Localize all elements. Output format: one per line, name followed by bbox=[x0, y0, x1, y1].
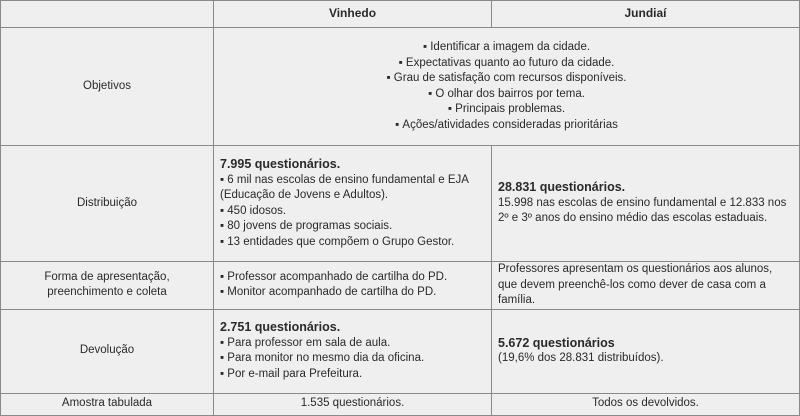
devolucao-vinhedo-title: 2.751 questionários. bbox=[220, 320, 341, 334]
list-item: ▪ 450 idosos. bbox=[220, 204, 485, 220]
objetivo-item: ▪ Grau de satisfação com recursos disponíveis. bbox=[220, 71, 793, 87]
row-amostra bbox=[1, 393, 800, 415]
forma-vinhedo-list bbox=[220, 270, 485, 301]
objetivo-item: ▪ Ações/atividades consideradas prioritárias bbox=[220, 118, 793, 134]
amostra-jundiai: Todos os devolvidos. bbox=[492, 393, 800, 415]
distribuicao-vinhedo-list bbox=[220, 173, 485, 251]
row-distribuicao bbox=[1, 146, 800, 262]
label-distribuicao: Distribuição bbox=[1, 146, 214, 262]
devolucao-jundiai-text: (19,6% dos 28.831 distribuídos). bbox=[498, 352, 664, 364]
devolucao-vinhedo bbox=[214, 309, 492, 393]
distribuicao-jundiai-title: 28.831 questionários. bbox=[498, 180, 626, 195]
objetivo-item: ▪ O olhar dos bairros por tema. bbox=[220, 87, 793, 103]
distribuicao-jundiai-text: 15.998 nas escolas de ensino fundamental e 12.833 nos 2º e 3º anos do ensino médio das escolas estaduais. bbox=[498, 196, 787, 225]
objetivo-item: ▪ Identificar a imagem da cidade. bbox=[220, 40, 793, 56]
list-item: ▪ Para professor em sala de aula. bbox=[220, 336, 485, 352]
list-item: ▪ Por e-mail para Prefeitura. bbox=[220, 367, 485, 383]
amostra-vinhedo: 1.535 questionários. bbox=[214, 393, 492, 415]
objetivo-item: ▪ Principais problemas. bbox=[220, 102, 793, 118]
forma-jundiai: Professores apresentam os questionários aos alunos, que devem preenchê-los como dever de casa com a família. bbox=[492, 262, 800, 310]
list-item: ▪ Professor acompanhado de cartilha do PD. bbox=[220, 270, 485, 286]
row-objetivos bbox=[1, 28, 800, 146]
devolucao-vinhedo-list bbox=[220, 336, 485, 383]
label-devolucao: Devolução bbox=[1, 309, 214, 393]
objetivos-cell bbox=[214, 28, 800, 146]
distribuicao-vinhedo-title: 7.995 questionários. bbox=[220, 157, 341, 171]
label-objetivos: Objetivos bbox=[1, 28, 214, 146]
list-item: ▪ 13 entidades que compõem o Grupo Gestor. bbox=[220, 235, 485, 251]
header-jundiai: Jundiaí bbox=[492, 1, 800, 28]
forma-vinhedo bbox=[214, 262, 492, 310]
list-item: ▪ Para monitor no mesmo dia da oficina. bbox=[220, 351, 485, 367]
label-forma: Forma de apresentação, preenchimento e coleta bbox=[1, 262, 214, 310]
header-empty-cell bbox=[1, 1, 214, 28]
list-item: ▪ 6 mil nas escolas de ensino fundamental e EJA (Educação de Jovens e Adultos). bbox=[220, 173, 485, 204]
devolucao-jundiai bbox=[492, 309, 800, 393]
distribuicao-vinhedo bbox=[214, 146, 492, 262]
objetivo-item: ▪ Expectativas quanto ao futuro da cidade. bbox=[220, 56, 793, 72]
header-row bbox=[1, 1, 800, 28]
objetivos-list bbox=[220, 40, 793, 133]
list-item: ▪ Monitor acompanhado de cartilha do PD. bbox=[220, 285, 485, 301]
label-amostra: Amostra tabulada bbox=[1, 393, 214, 415]
list-item: ▪ 80 jovens de programas sociais. bbox=[220, 219, 485, 235]
row-devolucao bbox=[1, 309, 800, 393]
row-forma bbox=[1, 262, 800, 310]
devolucao-jundiai-title: 5.672 questionários bbox=[498, 335, 615, 350]
distribuicao-jundiai bbox=[492, 146, 800, 262]
header-vinhedo: Vinhedo bbox=[214, 1, 492, 28]
